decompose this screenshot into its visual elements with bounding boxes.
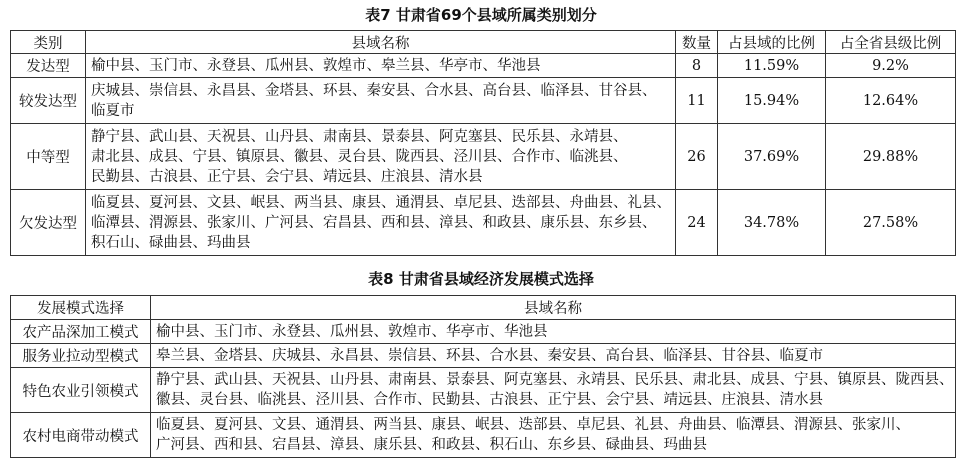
county-names-cell xyxy=(86,78,676,124)
county-names-line: 广河县、西和县、宕昌县、漳县、康乐县、和政县、积石山、东乡县、碌曲县、玛曲县 xyxy=(156,437,707,453)
county-names-cell xyxy=(86,190,676,256)
county-names-line: 临夏县、夏河县、文县、通渭县、两当县、康县、岷县、迭部县、卓尼县、礼县、舟曲县、临潭县、渭源县、张家川、 xyxy=(156,417,910,433)
table-row xyxy=(11,54,956,78)
county-names-cell xyxy=(151,344,956,368)
county-names-line: 积石山、碌曲县、玛曲县 xyxy=(91,234,251,251)
share-province-cell: 27.58% xyxy=(826,190,956,256)
count-cell: 26 xyxy=(676,124,718,190)
count-cell: 24 xyxy=(676,190,718,256)
county-names-cell xyxy=(151,320,956,344)
county-names-cell xyxy=(86,54,676,78)
table7-county-categories xyxy=(10,30,956,256)
mode-cell: 农村电商带动模式 xyxy=(11,413,151,458)
mode-cell: 特色农业引领模式 xyxy=(11,368,151,413)
county-names-cell xyxy=(151,413,956,458)
share-province-cell: 9.2% xyxy=(826,54,956,78)
county-names-line: 肃北县、成县、宁县、镇原县、徽县、灵台县、陇西县、泾川县、合作市、临洮县、 xyxy=(91,148,628,165)
county-names-line: 临夏县、夏河县、文县、岷县、两当县、康县、通渭县、卓尼县、迭部县、舟曲县、礼县、 xyxy=(91,194,671,211)
county-names-line: 静宁县、武山县、天祝县、山丹县、肃南县、景泰县、阿克塞县、民乐县、永靖县、 xyxy=(91,128,628,145)
category-cell: 中等型 xyxy=(11,124,86,190)
share-province-cell: 12.64% xyxy=(826,78,956,124)
table7-header-share-province: 占全省县级比例 xyxy=(826,31,956,54)
table8-header-county-names: 县域名称 xyxy=(151,296,956,320)
county-names-line: 徽县、灵台县、临洮县、泾川县、合作市、民勤县、古浪县、正宁县、会宁县、靖远县、庄浪县、清水县 xyxy=(156,392,823,408)
county-names-cell xyxy=(151,368,956,413)
table7-header-county-names: 县域名称 xyxy=(86,31,676,54)
share-county-cell: 11.59% xyxy=(718,54,826,78)
category-cell: 欠发达型 xyxy=(11,190,86,256)
county-names-line: 临潭县、渭源县、张家川、广河县、宕昌县、西和县、漳县、和政县、康乐县、东乡县、 xyxy=(91,214,657,231)
table7-header-count: 数量 xyxy=(676,31,718,54)
table-row xyxy=(11,413,956,458)
count-cell: 8 xyxy=(676,54,718,78)
table8-development-modes xyxy=(10,295,956,458)
table-row xyxy=(11,344,956,368)
county-names-line: 皋兰县、金塔县、庆城县、永昌县、崇信县、环县、合水县、秦安县、高台县、临泽县、甘谷县、临夏市 xyxy=(156,347,823,364)
mode-cell: 农产品深加工模式 xyxy=(11,320,151,344)
share-province-cell: 29.88% xyxy=(826,124,956,190)
share-county-cell: 37.69% xyxy=(718,124,826,190)
county-names-line: 庆城县、崇信县、永昌县、金塔县、环县、秦安县、合水县、高台县、临泽县、甘谷县、 xyxy=(91,82,657,99)
table-row xyxy=(11,78,956,124)
county-names-line: 榆中县、玉门市、永登县、瓜州县、敦煌市、皋兰县、华亭市、华池县 xyxy=(91,57,541,74)
table7-header-row xyxy=(11,31,956,54)
table-row xyxy=(11,320,956,344)
table8-header-row xyxy=(11,296,956,320)
table8-caption: 表8 甘肃省县域经济发展模式选择 xyxy=(368,270,594,288)
mode-cell: 服务业拉动型模式 xyxy=(11,344,151,368)
category-cell: 发达型 xyxy=(11,54,86,78)
table-row xyxy=(11,190,956,256)
share-county-cell: 34.78% xyxy=(718,190,826,256)
table7-header-share-county: 占县域的比例 xyxy=(718,31,826,54)
share-county-cell: 15.94% xyxy=(718,78,826,124)
table-row xyxy=(11,368,956,413)
count-cell: 11 xyxy=(676,78,718,124)
table7-header-category: 类别 xyxy=(11,31,86,54)
table7-caption: 表7 甘肃省69个县域所属类别划分 xyxy=(365,6,597,24)
county-names-line: 榆中县、玉门市、永登县、瓜州县、敦煌市、华亭市、华池县 xyxy=(156,323,548,340)
category-cell: 较发达型 xyxy=(11,78,86,124)
table-row xyxy=(11,124,956,190)
county-names-line: 临夏市 xyxy=(91,102,135,119)
county-names-line: 静宁县、武山县、天祝县、山丹县、肃南县、景泰县、阿克塞县、永靖县、民乐县、肃北县、成县、宁县、镇原县、陇西县、 xyxy=(156,372,954,388)
county-names-line: 民勤县、古浪县、正宁县、会宁县、靖远县、庄浪县、清水县 xyxy=(91,168,483,185)
table8-header-mode: 发展模式选择 xyxy=(11,296,151,320)
county-names-cell xyxy=(86,124,676,190)
